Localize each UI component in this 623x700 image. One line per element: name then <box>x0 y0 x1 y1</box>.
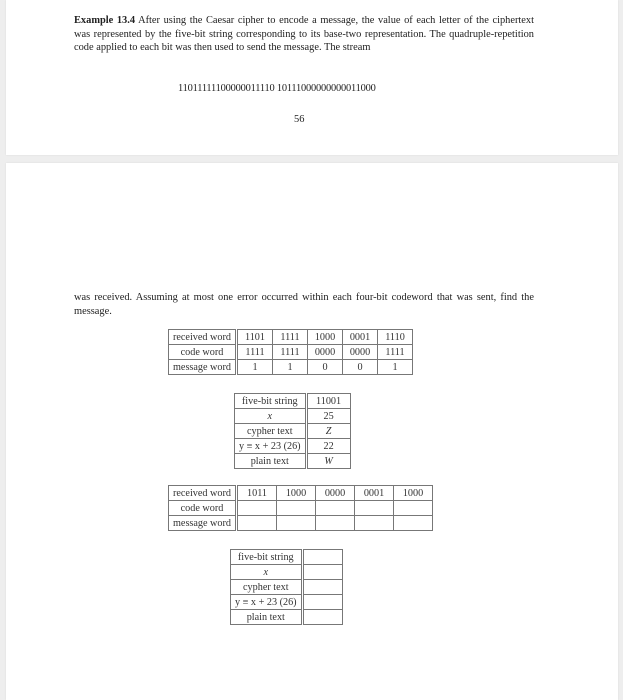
table-row <box>231 565 343 580</box>
decode-table-2 <box>168 485 433 531</box>
row-label: plain text <box>235 454 307 469</box>
table-cell: 0001 <box>343 330 378 345</box>
cipher-table-1 <box>234 393 351 469</box>
table-row <box>231 610 343 625</box>
table-cell <box>394 516 433 531</box>
table-cell: 1 <box>378 360 413 375</box>
table-row <box>169 360 413 375</box>
table-row <box>231 550 343 565</box>
row-label: received word <box>169 486 237 501</box>
table-cell <box>237 501 277 516</box>
table-row <box>231 595 343 610</box>
table-cell: 0001 <box>355 486 394 501</box>
row-label: y ≡ x + 23 (26) <box>231 595 303 610</box>
table-row <box>169 330 413 345</box>
table-cell: 1111 <box>237 345 273 360</box>
table-cell: 1011 <box>237 486 277 501</box>
table-cell: 0000 <box>343 345 378 360</box>
table-row <box>235 439 351 454</box>
table-cell: 1000 <box>394 486 433 501</box>
table-cell <box>237 516 277 531</box>
bit-stream: 11011111100000011110 10111000000000011000 <box>178 83 376 94</box>
received-paragraph: was received. Assuming at most one error occurred within each four-bit codeword that was sent, find the message. <box>74 292 534 317</box>
table-cell <box>355 516 394 531</box>
table-cell <box>302 550 342 565</box>
table-cell: 1000 <box>277 486 316 501</box>
table-cell: 0 <box>308 360 343 375</box>
table-cell: 0000 <box>316 486 355 501</box>
table-cell <box>355 501 394 516</box>
table-row <box>235 409 351 424</box>
row-label: cypher text <box>235 424 307 439</box>
table-row <box>235 424 351 439</box>
row-label: five-bit string <box>235 394 307 409</box>
table-row <box>235 394 351 409</box>
table-cell: 1000 <box>308 330 343 345</box>
table-cell: 1111 <box>273 345 308 360</box>
table-cell <box>316 501 355 516</box>
table-cell: 1 <box>237 360 273 375</box>
page-number: 56 <box>294 114 305 125</box>
table-cell: W <box>306 454 350 469</box>
table-row <box>169 486 433 501</box>
row-label: message word <box>169 360 237 375</box>
table-cell <box>302 595 342 610</box>
table-row <box>231 580 343 595</box>
table-cell: 1110 <box>378 330 413 345</box>
table-cell <box>302 580 342 595</box>
cipher-table-2 <box>230 549 343 625</box>
table-cell: 0000 <box>308 345 343 360</box>
table-cell: Z <box>306 424 350 439</box>
row-label: x <box>235 409 307 424</box>
table-cell <box>302 565 342 580</box>
table-cell: 1 <box>273 360 308 375</box>
table-row <box>169 516 433 531</box>
table-cell <box>277 501 316 516</box>
row-label: plain text <box>231 610 303 625</box>
table-cell: 25 <box>306 409 350 424</box>
table-cell: 1111 <box>273 330 308 345</box>
table-cell: 22 <box>306 439 350 454</box>
row-label: code word <box>169 345 237 360</box>
row-label: received word <box>169 330 237 345</box>
example-paragraph <box>74 14 534 55</box>
row-label: code word <box>169 501 237 516</box>
table-cell <box>394 501 433 516</box>
row-label: x <box>231 565 303 580</box>
table-row <box>235 454 351 469</box>
table-row <box>169 345 413 360</box>
row-label: five-bit string <box>231 550 303 565</box>
table-cell <box>302 610 342 625</box>
table-cell: 1101 <box>237 330 273 345</box>
table-cell: 1111 <box>378 345 413 360</box>
table-cell: 11001 <box>306 394 350 409</box>
page-top <box>6 0 618 155</box>
page-bottom <box>6 163 618 700</box>
decode-table-1 <box>168 329 413 375</box>
table-cell: 0 <box>343 360 378 375</box>
table-row <box>169 501 433 516</box>
table-cell <box>316 516 355 531</box>
example-intro-text: After using the Caesar cipher to encode a message, the value of each letter of the ciphertext was represented by the five-bit string corresponding to its base-two representation. The quadruple-repetition code applied to each bit was then used to send the message. The stream <box>74 15 534 54</box>
row-label: cypher text <box>231 580 303 595</box>
row-label: y ≡ x + 23 (26) <box>235 439 307 454</box>
example-label: Example 13.4 <box>74 15 136 26</box>
table-cell <box>277 516 316 531</box>
row-label: message word <box>169 516 237 531</box>
